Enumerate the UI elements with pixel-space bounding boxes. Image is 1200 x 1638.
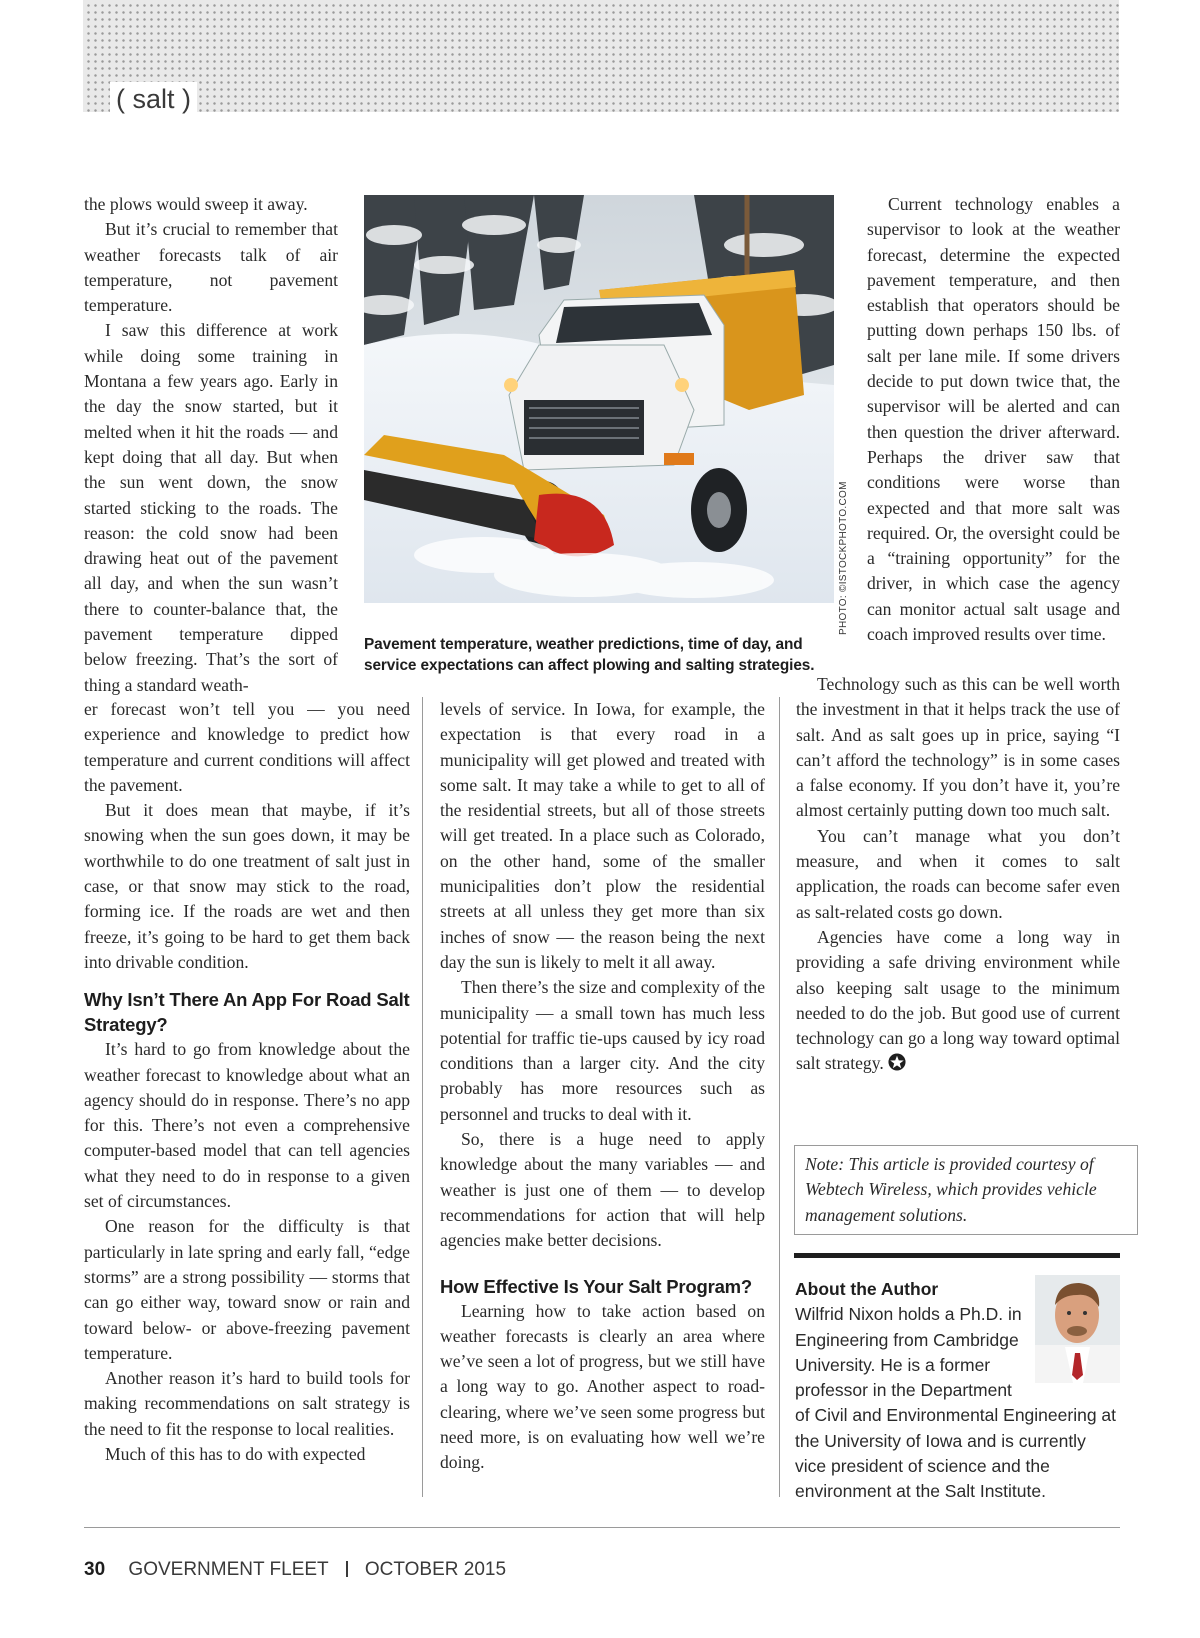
paragraph: It’s hard to go from knowledge about the weather forecast to knowledge about what an agency should do in response. There’s no app for this. There’s not even a comprehensive computer-based model that can tell agencies what they need to do in response to a given set of circumstances. — [84, 1039, 410, 1212]
author-photo — [1035, 1275, 1120, 1383]
section-banner — [83, 0, 1119, 112]
author-bio: Wilfrid Nixon holds a Ph.D. in Engineering from Cambridge University. He is a former professor in the Department of Civil and Environmental Engineering at the University of Iowa and is currently vice president of science and the environment at the Salt Institute. — [795, 1304, 1117, 1502]
courtesy-note: Note: This article is provided courtesy of Webtech Wireless, which provides vehicle management solutions. — [794, 1145, 1138, 1235]
paragraph — [796, 925, 1120, 1077]
paragraph: Learning how to take action based on weather forecasts is clearly an area where we’ve seen a lot of progress, but we still have a long way to go. Another aspect to road-clearing, where we’ve seen some progress but need more, is on evaluating how well we’re doing. — [440, 1300, 765, 1473]
paragraph: Another reason it’s hard to build tools for making recommendations on salt strategy is the need to fit the response to local realities. — [84, 1368, 410, 1439]
column-left-bottom — [84, 697, 410, 1467]
column-divider — [779, 697, 780, 1497]
column-right-bottom — [796, 672, 1120, 1077]
paragraph: Much of this has to do with expected — [105, 1444, 366, 1465]
column-left-top — [84, 192, 338, 698]
paragraph: levels of service. In Iowa, for example, the expectation is that every road in a municipality will get plowed and treated with some salt. It may take a while to get to all of the residential streets, but all of those streets will get treated. In a place such as Colorado, on the other hand, some of the smaller municipalities don’t plow the residential streets at all unless they get more than six inches of snow — the reason being the next day the sun is likely to melt it all away. — [440, 699, 765, 972]
paragraph: But it’s crucial to remember that weather forecasts talk of air temperature, not pavement temperature. — [84, 219, 338, 316]
page-number: 30 — [84, 1559, 106, 1580]
section-label: ( salt ) — [110, 82, 197, 116]
paragraph: er forecast won’t tell you — you need experience and knowledge to predict how temperature and current conditions will affect the pavement. — [84, 699, 410, 795]
paragraph: the plows would sweep it away. — [84, 194, 308, 214]
paragraph: But it does mean that maybe, if it’s snowing when the sun goes down, it may be worthwhile to do one treatment of salt just in case, or that snow may stick to the road, forming ice. If the roads are wet and then freeze, it’s going to be hard to get them back into drivable condition. — [84, 800, 410, 972]
paragraph: One reason for the difficulty is that particularly in late spring and early fall, “edge storms” are a strong possibility — storms that can go either way, toward snow or rain and toward below- or above-freezing pavement temperature. — [84, 1216, 410, 1363]
end-star-icon — [888, 1053, 906, 1071]
subheading-app: Why Isn’t There An App For Road Salt Strategy? — [84, 989, 410, 1036]
divider — [794, 1253, 1120, 1258]
paragraph: I saw this difference at work while doing some training in Montana a few years ago. Early in the day the snow started, but it melted when it hit the roads — and kept doing that all day. But when the sun went down, the snow started sticking to the roads. The reason: the cold snow had been drawing heat out of the pavement all day, and when the sun wasn’t there to counter-balance that, the pavement temperature dipped below freezing. That’s the sort of thing a standard weath- — [84, 320, 338, 695]
footer-rule — [84, 1527, 1120, 1528]
snowplow-photo — [364, 195, 834, 603]
photo-caption: Pavement temperature, weather predictions, time of day, and service expectations can affect plowing and salting strategies. — [364, 636, 815, 674]
column-divider — [422, 697, 423, 1497]
footer-separator — [346, 1561, 348, 1577]
paragraph: Then there’s the size and complexity of the municipality — a small town has much less potential for traffic tie-ups caused by icy road conditions than a larger city. And the city probably has more resources such as personnel and trucks to deal with it. — [440, 977, 765, 1124]
column-right-top — [867, 192, 1120, 647]
about-author — [795, 1277, 1120, 1505]
page-footer — [84, 1559, 506, 1581]
paragraph: You can’t manage what you don’t measure, and when it comes to salt application, the roads can become safer even as salt-related costs go down. — [796, 825, 1120, 922]
issue-date: OCTOBER 2015 — [364, 1559, 507, 1580]
photo-credit: PHOTO: ©ISTOCKPHOTO.COM — [838, 481, 849, 635]
publication-name: GOVERNMENT FLEET — [128, 1559, 329, 1580]
paragraph-text: Agencies have come a long way in providing a safe driving environment while also keeping salt usage to the minimum needed to do the job. But good use of current technology can go a long way toward optimal salt strategy. — [796, 926, 1120, 1074]
author-heading: About the Author — [795, 1279, 939, 1299]
paragraph: Technology such as this can be well worth the investment in that it helps track the use of salt. And as salt goes up in price, saying “I can’t afford the technology” is in some cases a false economy. If you don’t have it, you’re almost certainly putting down too much salt. — [796, 674, 1120, 821]
paragraph: So, there is a huge need to apply knowledge about the many variables — and weather is just one of them — to develop recommendations for action that will help agencies make better decisions. — [440, 1129, 765, 1251]
paragraph: Current technology enables a supervisor to look at the weather forecast, determine the expected pavement temperature, and then establish that operators should be putting down perhaps 150 lbs. of salt per lane mile. If some drivers decide to put down twice that, the supervisor will be alerted and can then question the driver afterward. Perhaps the driver saw that conditions were worse than expected and that more salt was required. Or, the oversight could be a “training opportunity” for the driver, in which case the agency can monitor actual salt usage and coach improved results over time. — [867, 194, 1120, 645]
column-middle — [440, 697, 765, 1476]
subheading-effective: How Effective Is Your Salt Program? — [440, 1275, 753, 1297]
